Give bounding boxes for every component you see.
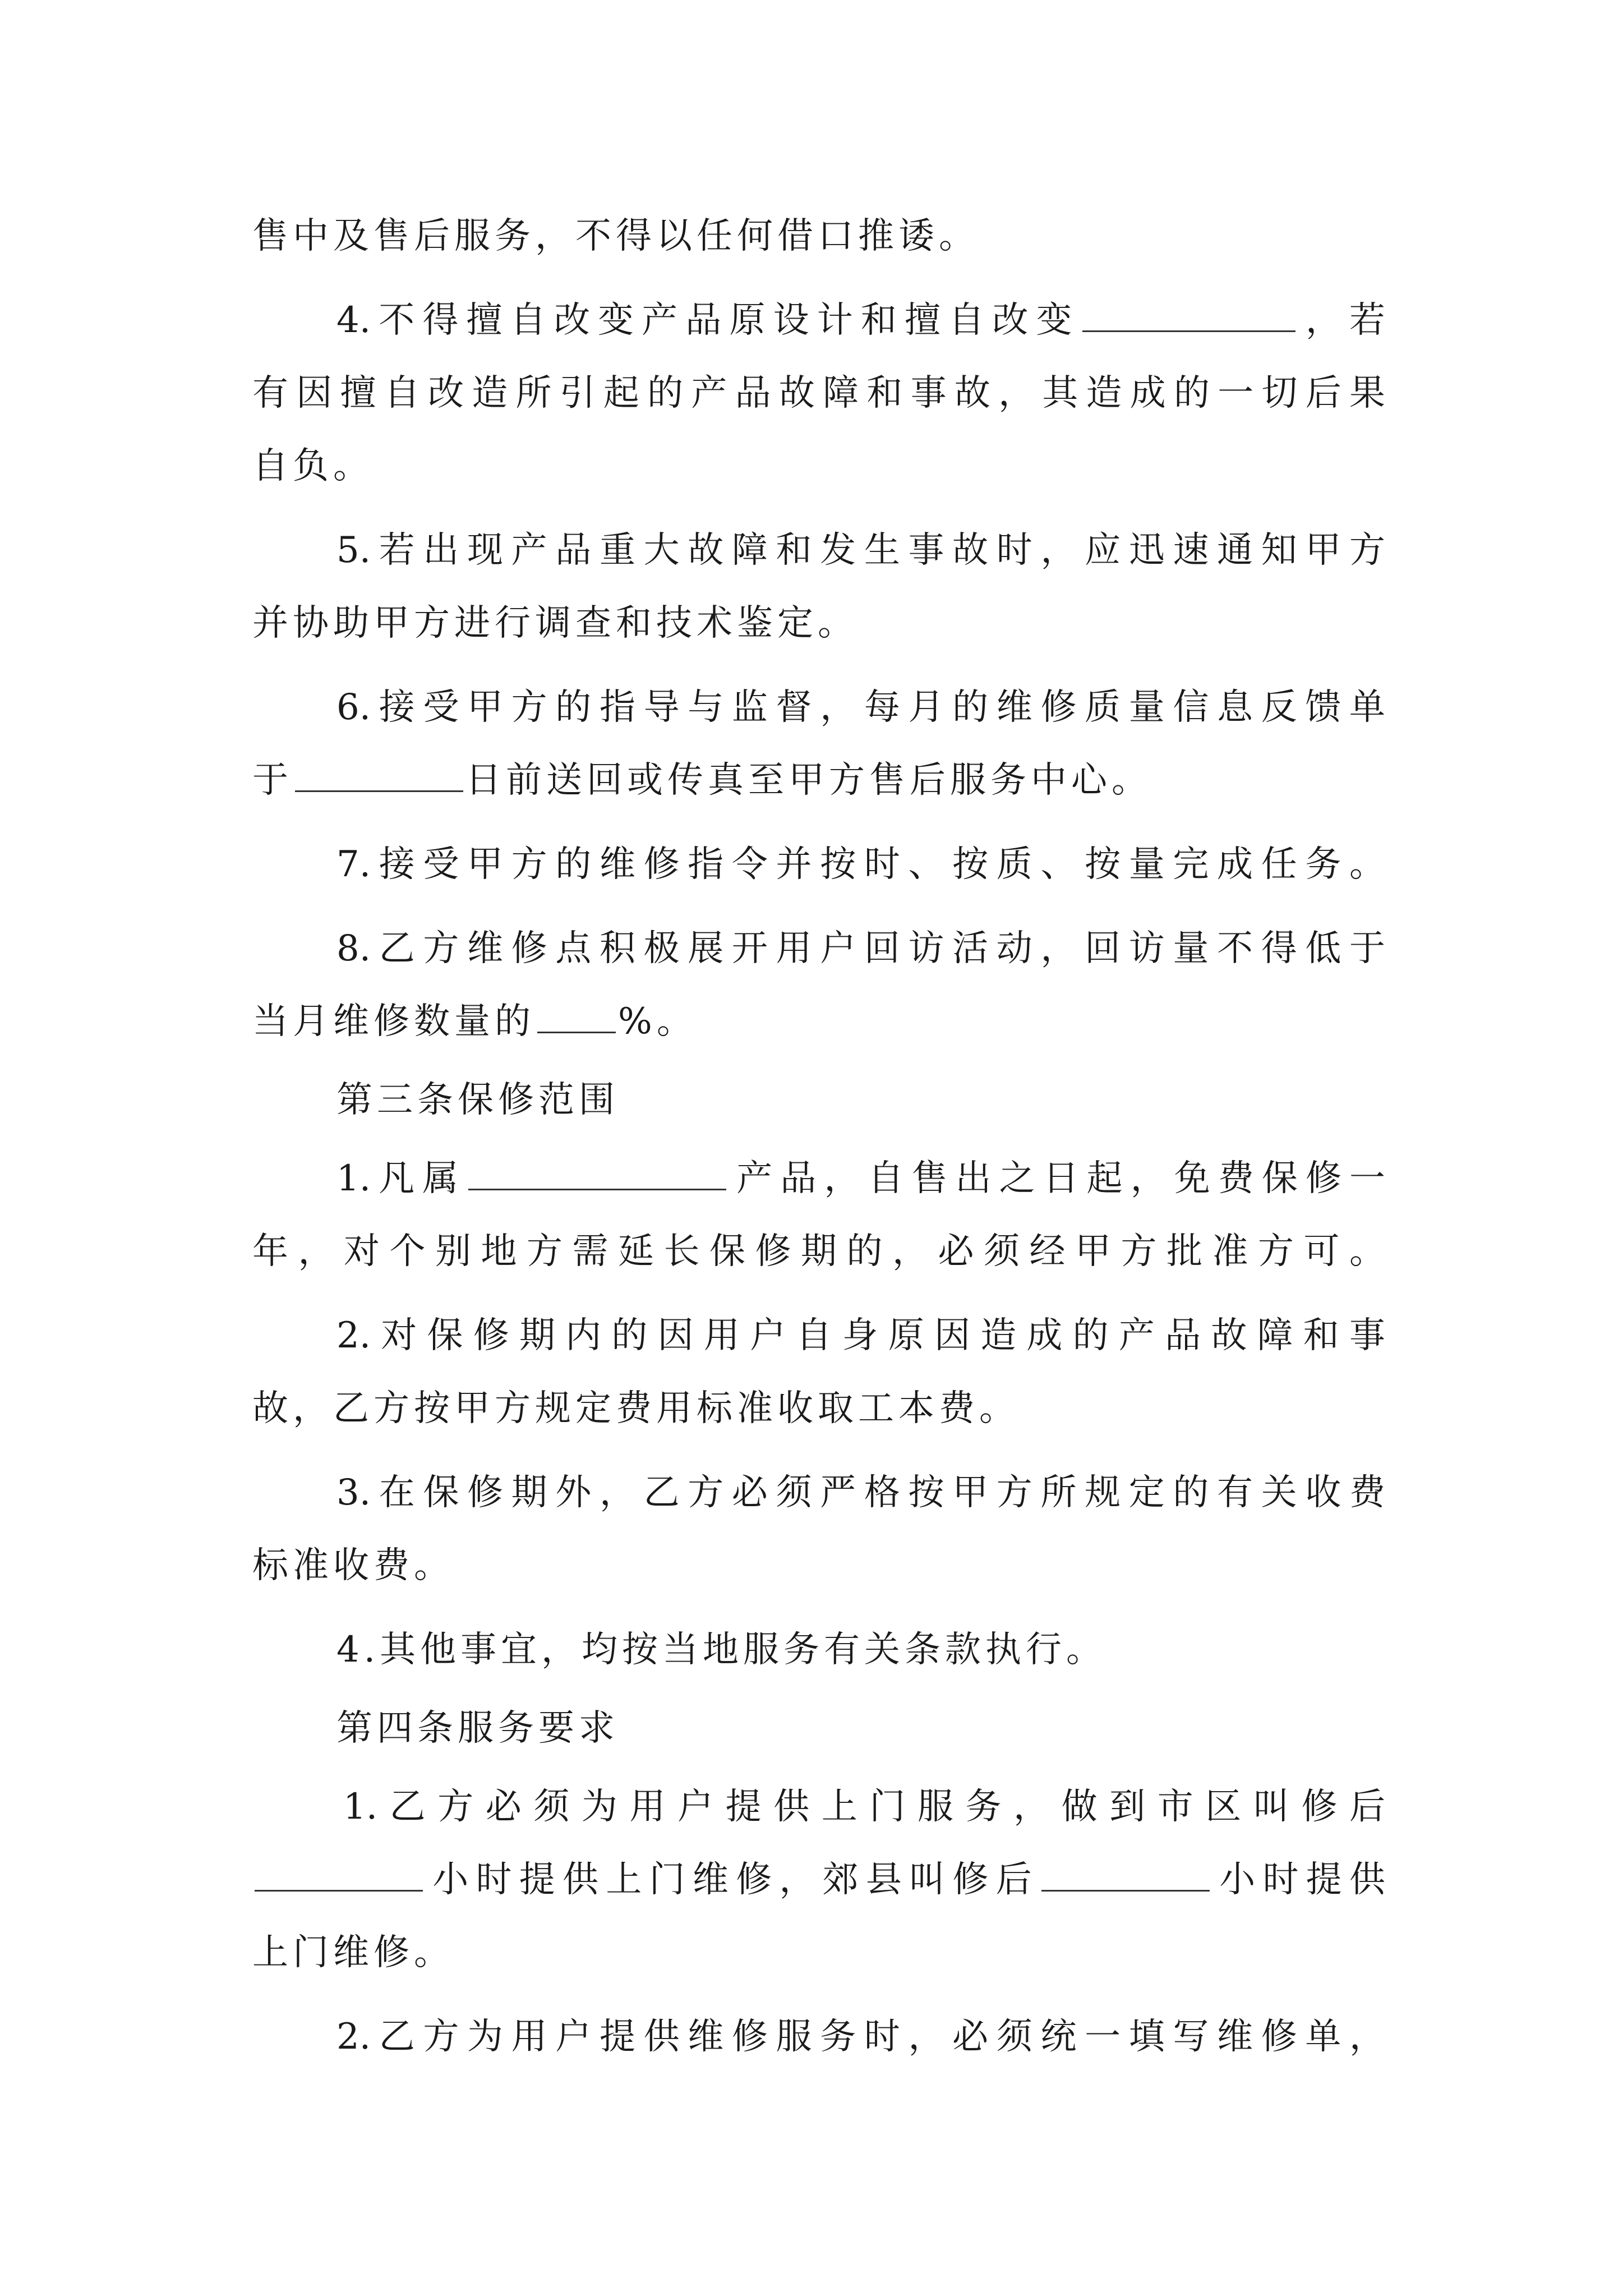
paragraph-line: 5.若出现产品重大故障和发生事故时，应迅速通知甲方 [336,530,1385,571]
fill-blank [295,757,463,792]
paragraph-line [252,749,1385,811]
section-heading: 第四条服务要求 [336,1708,619,1749]
line-text: %。 [618,1001,697,1042]
line-text: 1.凡属 [336,1158,467,1199]
paragraph-line: 标准收费。 [252,1545,454,1586]
fill-blank [255,1856,423,1892]
paragraph-line: 故，乙方按甲方规定费用标准收取工本费。 [252,1388,1020,1429]
line-text: 小时提供上门维修，郊县叫修后 [425,1859,1039,1901]
line-text: 于 [252,760,293,801]
section-heading: 第三条保修范围 [336,1079,619,1121]
fill-blank [1041,1856,1210,1892]
line-text: 日前送回或传真至甲方售后服务中心。 [465,760,1152,801]
paragraph-line: 有因擅自改造所引起的产品故障和事故，其造成的一切后果 [252,372,1385,414]
paragraph-line: 3.在保修期外，乙方必须严格按甲方所规定的有关收费 [336,1472,1385,1513]
paragraph-line [336,1148,1385,1209]
line-text: ，若 [1297,300,1385,341]
paragraph-line: 并协助甲方进行调查和技术鉴定。 [252,602,858,644]
paragraph-line: 自负。 [252,445,374,487]
paragraph-line [336,289,1385,351]
fill-blank [1082,297,1295,332]
paragraph-line: 售中及售后服务，不得以任何借口推诿。 [252,215,979,257]
paragraph-line: 2.对保修期内的因用户自身原因造成的产品故障和事 [336,1315,1385,1356]
line-text: 4.不得擅自改变产品原设计和擅自改变 [336,300,1080,341]
fill-blank [468,1155,726,1190]
paragraph-line [252,991,1385,1052]
paragraph-line: 7.接受甲方的维修指令并按时、按质、按量完成任务。 [336,844,1385,885]
paragraph-line: 上门维修。 [252,1932,454,1973]
line-text: 小时提供 [1211,1859,1385,1901]
paragraph-line: 4.其他事宜，均按当地服务有关条款执行。 [336,1629,1107,1671]
line-text: 产品，自售出之日起，免费保修一 [728,1158,1385,1199]
paragraph-line: 2.乙方为用户提供维修服务时，必须统一填写维修单， [336,2016,1385,2058]
paragraph-line: 1.乙方必须为用户提供上门服务，做到市区叫修后 [343,1786,1385,1828]
paragraph-line [252,1849,1385,1911]
paragraph-line: 年，对个别地方需延长保修期的，必须经甲方批准方可。 [252,1231,1385,1272]
fill-blank [537,998,616,1033]
paragraph-line: 6.接受甲方的指导与监督，每月的维修质量信息反馈单 [336,687,1385,728]
line-text: 当月维修数量的 [252,1001,535,1042]
paragraph-line: 8.乙方维修点积极展开用户回访活动，回访量不得低于 [336,928,1385,969]
